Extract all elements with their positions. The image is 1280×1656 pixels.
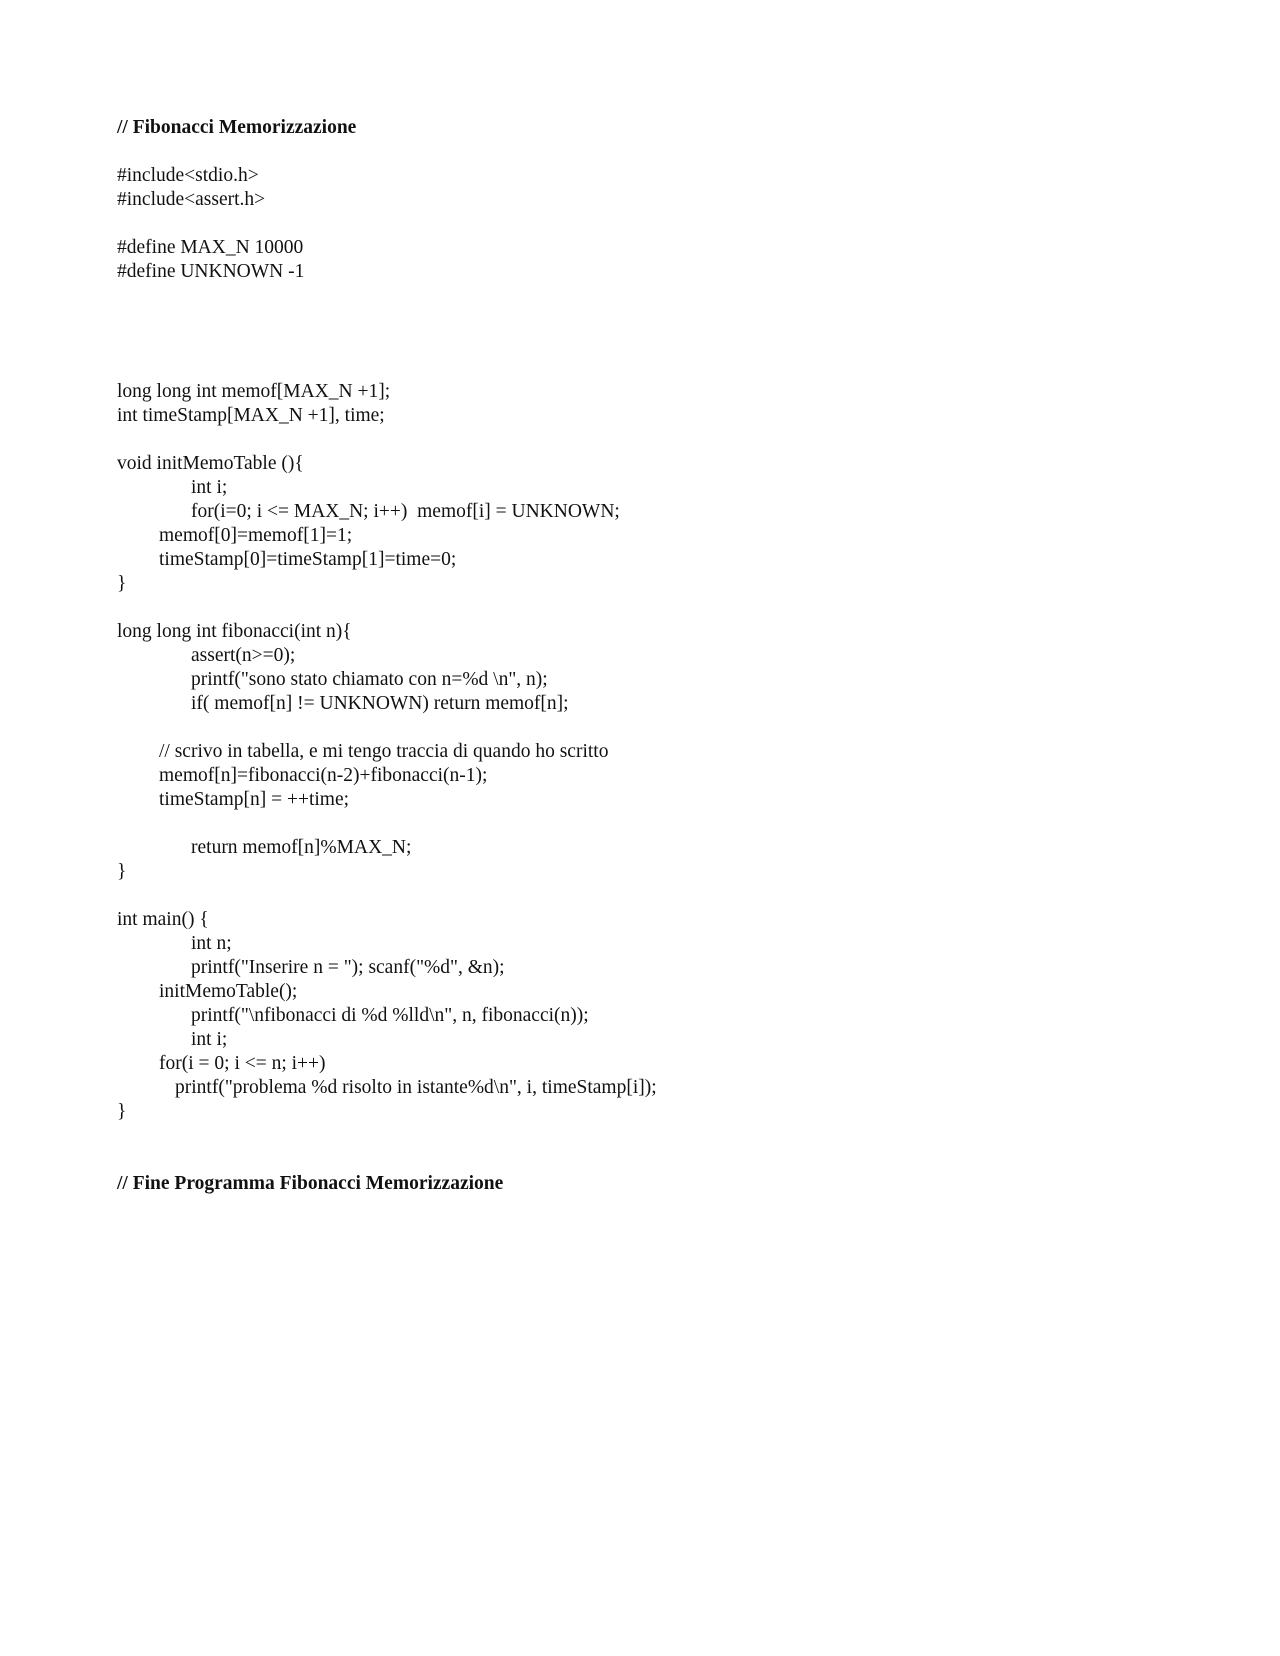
closing-brace: } [117,1101,127,1122]
blank-line [117,356,1197,380]
blank-line [117,884,1197,908]
blank-line [117,1124,1197,1148]
blank-line [117,1148,1197,1172]
global-declaration: long long int memof[MAX_N +1]; [117,381,391,402]
blank-line [117,284,1197,308]
global-declaration: int timeStamp[MAX_N +1], time; [117,405,385,426]
code-line: printf("Inserire n = "); scanf("%d", &n); [191,957,505,978]
code-line: printf("\nfibonacci di %d %lld\n", n, fibonacci(n)); [191,1005,589,1026]
include-line: #include<stdio.h> [117,165,259,186]
code-line: for(i = 0; i <= n; i++) [159,1053,326,1074]
closing-brace: } [117,861,127,882]
code-line: initMemoTable(); [159,981,298,1002]
code-line: return memof[n]%MAX_N; [191,837,412,858]
code-line: printf("sono stato chiamato con n=%d \n", n); [191,669,548,690]
blank-line [117,140,1197,164]
code-line: memof[n]=fibonacci(n-2)+fibonacci(n-1); [159,765,488,786]
define-line: #define UNKNOWN -1 [117,261,305,282]
code-comment: // scrivo in tabella, e mi tengo traccia di quando ho scritto [159,741,609,762]
code-line: assert(n>=0); [191,645,296,666]
blank-line [117,716,1197,740]
closing-brace: } [117,573,127,594]
blank-line [117,212,1197,236]
fib-func-signature: long long int fibonacci(int n){ [117,621,352,642]
code-listing [117,116,1197,1196]
blank-line [117,812,1197,836]
blank-line [117,596,1197,620]
code-line: if( memof[n] != UNKNOWN) return memof[n]; [191,693,569,714]
include-line: #include<assert.h> [117,189,266,210]
blank-gap [117,308,1197,356]
code-line: timeStamp[0]=timeStamp[1]=time=0; [159,549,457,570]
code-line: printf("problema %d risolto in istante%d\n", i, timeStamp[i]); [175,1077,657,1098]
code-line: for(i=0; i <= MAX_N; i++) memof[i] = UNKNOWN; [191,501,620,522]
init-func-signature: void initMemoTable (){ [117,453,304,474]
code-line: int i; [191,1029,228,1050]
blank-line [117,428,1197,452]
main-func-signature: int main() { [117,909,209,930]
header-comment: // Fibonacci Memorizzazione [117,117,357,138]
code-line: memof[0]=memof[1]=1; [159,525,353,546]
define-line: #define MAX_N 10000 [117,237,304,258]
footer-comment: // Fine Programma Fibonacci Memorizzazione [117,1173,504,1194]
code-line: timeStamp[n] = ++time; [159,789,350,810]
code-line: int i; [191,477,228,498]
code-line: int n; [191,933,232,954]
